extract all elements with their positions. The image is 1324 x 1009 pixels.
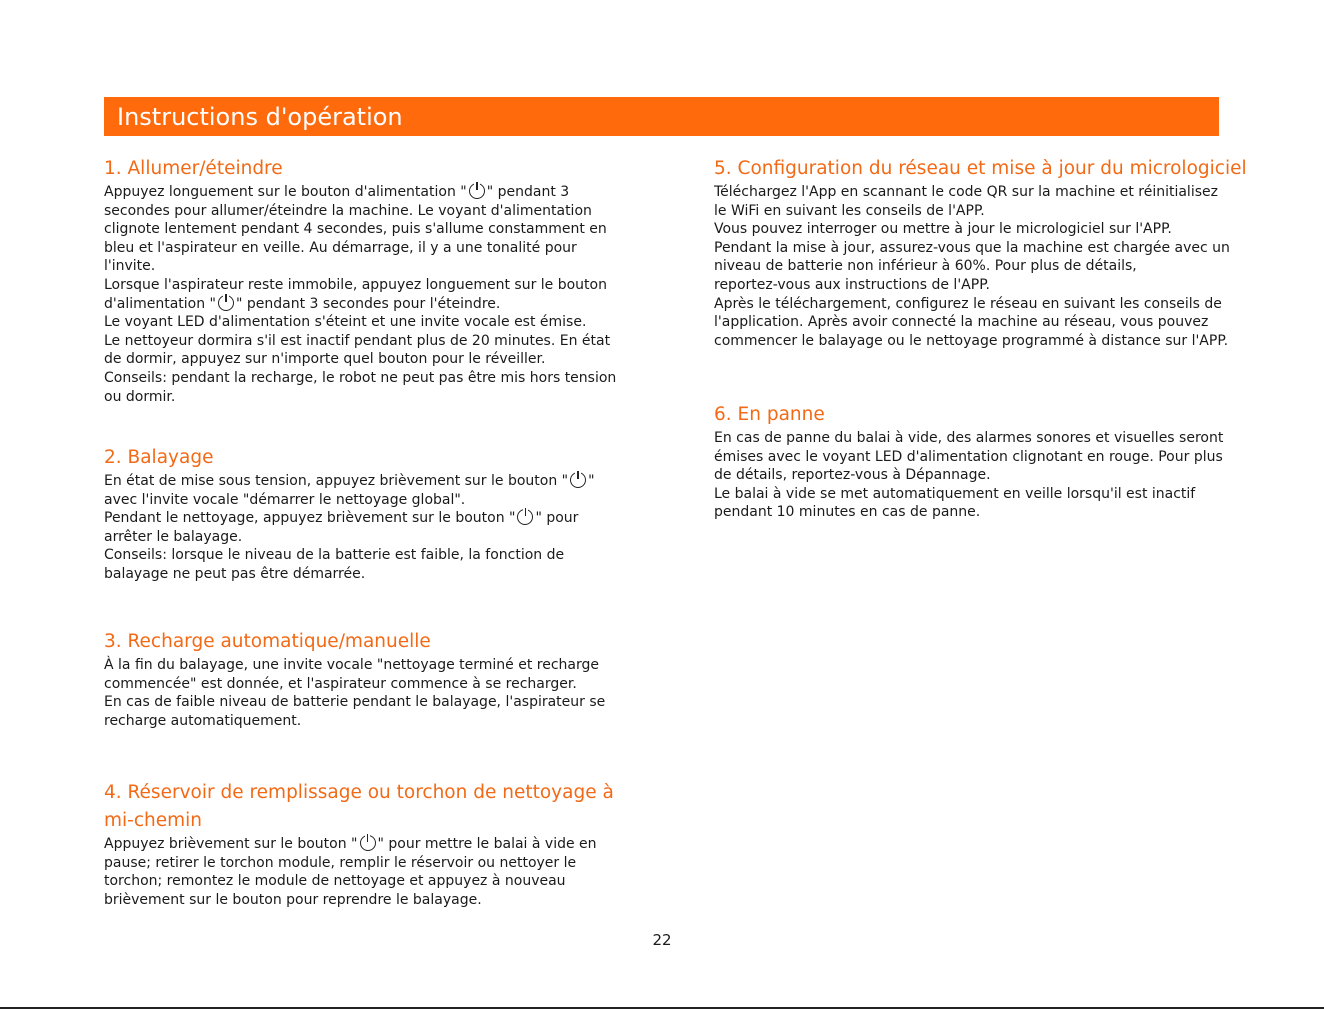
text-line	[104, 313, 644, 332]
text-segment: " pour mettre le balai à vide en	[377, 836, 597, 852]
text-segment: ou dormir.	[104, 388, 176, 405]
text-line	[714, 466, 1254, 485]
text-line	[714, 332, 1274, 351]
text-line	[104, 565, 644, 584]
section-body	[714, 429, 1254, 522]
section-body	[104, 472, 644, 584]
text-line	[104, 295, 644, 314]
power-icon	[360, 835, 376, 851]
text-line	[714, 220, 1274, 239]
text-line	[714, 202, 1274, 221]
section-body	[104, 835, 644, 909]
section-title: 2. Balayage	[104, 447, 214, 468]
text-segment: Vous pouvez interroger ou mettre à jour le micrologiciel sur l'APP.	[714, 221, 1172, 238]
text-segment: Le nettoyeur dormira s'il est inactif pendant plus de 20 minutes. En état	[104, 332, 611, 349]
power-icon	[570, 472, 586, 488]
text-line	[104, 693, 644, 712]
power-icon	[469, 183, 485, 199]
section-title: 3. Recharge automatique/manuelle	[104, 631, 431, 652]
section-title: 5. Configuration du réseau et mise à jour du micrologiciel	[714, 158, 1247, 179]
text-segment: Conseils: pendant la recharge, le robot ne peut pas être mis hors tension	[104, 369, 617, 386]
text-segment: balayage ne peut pas être démarrée.	[104, 565, 366, 582]
text-segment: Après le téléchargement, configurez le réseau en suivant les conseils de	[714, 295, 1222, 312]
text-line	[714, 503, 1254, 522]
text-segment: À la fin du balayage, une invite vocale "nettoyage terminé et recharge	[104, 657, 600, 673]
text-line	[104, 257, 644, 276]
text-line	[714, 183, 1274, 202]
text-segment: " pendant 3	[486, 184, 570, 200]
text-line	[104, 656, 644, 675]
section-sweeping	[104, 444, 644, 584]
section-title: 6. En panne	[714, 404, 825, 425]
text-line	[714, 239, 1274, 258]
text-line	[714, 313, 1274, 332]
text-line	[104, 872, 644, 891]
text-line	[104, 891, 644, 910]
text-segment: Appuyez brièvement sur le bouton "	[104, 836, 358, 852]
section-water-tank	[104, 779, 644, 909]
text-segment: " pour	[535, 510, 579, 527]
text-line	[104, 491, 644, 510]
text-segment: Conseils: lorsque le niveau de la batterie est faible, la fonction de	[104, 547, 565, 564]
section-title: 1. Allumer/éteindre	[104, 158, 283, 179]
text-segment: clignote lentement pendant 4 secondes, puis s'allume constamment en	[104, 221, 607, 238]
text-line	[714, 295, 1274, 314]
text-segment: "	[588, 473, 595, 489]
section-body	[104, 656, 644, 730]
text-line	[104, 528, 644, 547]
text-line	[104, 546, 644, 565]
text-segment: bleu et l'aspirateur en veille. Au démarrage, il y a une tonalité pour	[104, 239, 577, 256]
text-segment: secondes pour allumer/éteindre la machine. Le voyant d'alimentation	[104, 202, 592, 219]
text-segment: avec l'invite vocale "démarrer le nettoyage global".	[104, 491, 466, 508]
text-segment: torchon; remontez le module de nettoyage et appuyez à nouveau	[104, 873, 566, 890]
text-segment: l'application. Après avoir connecté la machine au réseau, vous pouvez	[714, 314, 1209, 331]
page-number: 22	[652, 931, 672, 949]
section-power-on-off	[104, 155, 644, 406]
section-failure	[714, 401, 1254, 522]
text-segment: niveau de batterie non inférieur à 60%. Pour plus de détails,	[714, 258, 1137, 275]
text-line	[104, 183, 644, 202]
text-segment: l'invite.	[104, 258, 156, 275]
text-segment: de détails, reportez-vous à Dépannage.	[714, 467, 991, 484]
text-line	[104, 276, 644, 295]
section-title-continued: mi-chemin	[104, 810, 203, 831]
text-segment: Pendant la mise à jour, assurez-vous que la machine est chargée avec un	[714, 239, 1230, 256]
text-segment: recharge automatiquement.	[104, 712, 302, 729]
text-line	[714, 485, 1254, 504]
text-line	[714, 257, 1274, 276]
text-line	[104, 388, 644, 407]
power-icon	[218, 295, 234, 311]
text-segment: de dormir, appuyez sur n'importe quel bouton pour le réveiller.	[104, 351, 546, 368]
text-line	[104, 835, 644, 854]
section-title: 4. Réservoir de remplissage ou torchon de nettoyage à	[104, 782, 614, 803]
text-line	[104, 350, 644, 369]
text-line	[714, 429, 1254, 448]
text-segment: Lorsque l'aspirateur reste immobile, appuyez longuement sur le bouton	[104, 276, 607, 293]
text-segment: Appuyez longuement sur le bouton d'alimentation "	[104, 184, 467, 200]
text-segment: Le voyant LED d'alimentation s'éteint et une invite vocale est émise.	[104, 314, 587, 331]
power-icon	[517, 509, 533, 525]
text-line	[714, 448, 1254, 467]
text-line	[104, 509, 644, 528]
section-recharge	[104, 628, 644, 730]
text-segment: commencée" est donnée, et l'aspirateur commence à se recharger.	[104, 675, 577, 692]
text-segment: émises avec le voyant LED d'alimentation clignotant en rouge. Pour plus	[714, 448, 1223, 465]
text-segment: commencer le balayage ou le nettoyage programmé à distance sur l'APP.	[714, 332, 1229, 349]
text-segment: arrêter le balayage.	[104, 528, 243, 545]
text-segment: pendant 10 minutes en cas de panne.	[714, 504, 981, 521]
text-segment: En cas de faible niveau de batterie pendant le balayage, l'aspirateur se	[104, 694, 606, 711]
text-segment: pause; retirer le torchon module, remplir le réservoir ou nettoyer le	[104, 854, 577, 871]
text-segment: le WiFi en suivant les conseils de l'APP.	[714, 202, 985, 219]
text-segment: Pendant le nettoyage, appuyez brièvement sur le bouton "	[104, 510, 516, 527]
text-line	[104, 369, 644, 388]
text-line	[104, 712, 644, 731]
text-line	[104, 472, 644, 491]
text-segment: En état de mise sous tension, appuyez brièvement sur le bouton "	[104, 473, 569, 489]
section-body	[104, 183, 644, 406]
text-segment: Téléchargez l'App en scannant le code QR sur la machine et réinitialisez	[714, 184, 1218, 200]
section-network-config	[714, 155, 1274, 350]
text-segment: Le balai à vide se met automatiquement en veille lorsqu'il est inactif	[714, 485, 1196, 502]
text-segment: En cas de panne du balai à vide, des alarmes sonores et visuelles seront	[714, 430, 1224, 446]
text-line	[104, 675, 644, 694]
text-line	[104, 220, 644, 239]
text-line	[104, 202, 644, 221]
text-segment: brièvement sur le bouton pour reprendre le balayage.	[104, 891, 482, 908]
text-line	[104, 332, 644, 351]
text-segment: " pendant 3 secondes pour l'éteindre.	[236, 295, 501, 312]
text-line	[104, 239, 644, 258]
text-segment: d'alimentation "	[104, 295, 216, 312]
header-banner	[104, 97, 1219, 136]
text-line	[714, 276, 1274, 295]
text-line	[104, 854, 644, 873]
page-title: Instructions d'opération	[117, 103, 403, 131]
section-body	[714, 183, 1274, 350]
text-segment: reportez-vous aux instructions de l'APP.	[714, 276, 990, 293]
